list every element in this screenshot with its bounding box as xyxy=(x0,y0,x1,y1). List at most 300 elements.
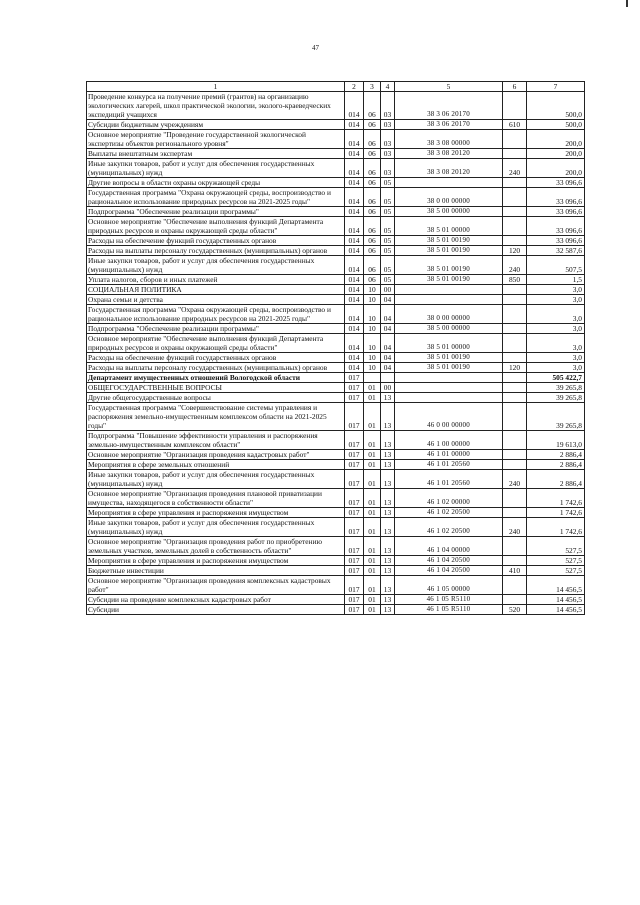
row-name-cell: Подпрограмма "Обеспечение реализации программы" xyxy=(87,324,345,334)
target-code-cell xyxy=(395,178,503,188)
amount-cell: 14 456,5 xyxy=(527,576,585,595)
section-code-cell: 06 xyxy=(364,236,381,246)
target-code-text: 38 5 01 00190 xyxy=(427,275,470,283)
row-name-cell: Выплаты внештатным экспертам xyxy=(87,149,345,159)
amount-cell: 1 742,6 xyxy=(527,518,585,537)
expense-type-cell xyxy=(503,508,527,518)
table-header-row xyxy=(87,82,585,92)
section-code-cell: 01 xyxy=(364,518,381,537)
amount-cell: 32 587,6 xyxy=(527,246,585,256)
section-code-cell: 10 xyxy=(364,324,381,334)
admin-code-cell: 014 xyxy=(345,236,364,246)
section-code-cell: 06 xyxy=(364,159,381,178)
target-code-cell xyxy=(395,460,503,470)
row-name-cell: Департамент имущественных отношений Вологодской области xyxy=(87,373,345,383)
admin-code-cell: 017 xyxy=(345,470,364,489)
target-code-cell xyxy=(395,489,503,508)
amount-cell: 2 886,4 xyxy=(527,460,585,470)
subsection-code-cell: 03 xyxy=(381,159,395,178)
amount-cell: 33 096,6 xyxy=(527,207,585,217)
row-name-cell: Основное мероприятие "Проведение государственной экологической экспертизы объектов регионального уровня" xyxy=(87,130,345,149)
row-name-cell: Государственная программа "Совершенствование системы управления и распоряжения земельно-имущественным комплексом области на 2021-2025 годы" xyxy=(87,403,345,431)
amount-cell: 3,0 xyxy=(527,363,585,373)
amount-cell: 1,5 xyxy=(527,275,585,285)
admin-code-cell: 017 xyxy=(345,450,364,460)
target-code-cell xyxy=(395,207,503,217)
table-row xyxy=(87,275,585,285)
table-row xyxy=(87,537,585,556)
target-code-text: 38 5 01 00190 xyxy=(427,265,470,273)
header-cell: 7 xyxy=(527,82,585,92)
expense-type-cell xyxy=(503,285,527,295)
target-code-text: 46 1 02 20500 xyxy=(427,508,470,516)
section-code-cell: 01 xyxy=(364,605,381,615)
table-row xyxy=(87,450,585,460)
expense-type-cell xyxy=(503,130,527,149)
target-code-text: 38 3 08 20120 xyxy=(427,168,470,176)
target-code-text: 38 0 00 00000 xyxy=(427,197,470,205)
header-cell: 3 xyxy=(364,82,381,92)
admin-code-cell: 017 xyxy=(345,383,364,393)
admin-code-cell: 017 xyxy=(345,556,364,566)
expense-type-cell: 240 xyxy=(503,159,527,178)
table-row xyxy=(87,353,585,363)
expense-type-cell: 850 xyxy=(503,275,527,285)
header-cell: 6 xyxy=(503,82,527,92)
admin-code-cell: 014 xyxy=(345,275,364,285)
subsection-code-cell: 05 xyxy=(381,275,395,285)
admin-code-cell: 017 xyxy=(345,403,364,431)
row-name-cell: СОЦИАЛЬНАЯ ПОЛИТИКА xyxy=(87,285,345,295)
target-code-cell xyxy=(395,334,503,353)
expense-type-cell xyxy=(503,403,527,431)
target-code-cell xyxy=(395,403,503,431)
table-row xyxy=(87,188,585,207)
table-row xyxy=(87,324,585,334)
target-code-text: 46 1 04 20500 xyxy=(427,556,470,564)
amount-cell: 3,0 xyxy=(527,295,585,305)
table-row xyxy=(87,403,585,431)
amount-cell: 2 886,4 xyxy=(527,450,585,460)
table-row xyxy=(87,518,585,537)
target-code-text: 46 1 02 00000 xyxy=(427,498,470,506)
section-code-cell: 01 xyxy=(364,489,381,508)
row-name-cell: Основное мероприятие "Организация проведения работ по приобретению земельных участков, земельных долей в собственность области" xyxy=(87,537,345,556)
table-row xyxy=(87,556,585,566)
table-row xyxy=(87,178,585,188)
target-code-cell xyxy=(395,393,503,403)
subsection-code-cell: 13 xyxy=(381,556,395,566)
subsection-code-cell: 13 xyxy=(381,508,395,518)
subsection-code-cell: 13 xyxy=(381,537,395,556)
admin-code-cell: 017 xyxy=(345,489,364,508)
row-name-cell: Основное мероприятие "Обеспечение выполнения функций Департамента природных ресурсов и охраны окружающей среды области" xyxy=(87,217,345,236)
expense-type-cell xyxy=(503,489,527,508)
section-code-cell: 01 xyxy=(364,431,381,450)
subsection-code-cell: 04 xyxy=(381,305,395,324)
target-code-text: 46 1 05 R5110 xyxy=(426,595,471,603)
target-code-cell xyxy=(395,159,503,178)
target-code-cell xyxy=(395,324,503,334)
admin-code-cell: 017 xyxy=(345,373,364,383)
table-row xyxy=(87,431,585,450)
row-name-cell: Иные закупки товаров, работ и услуг для обеспечения государственных (муниципальных) нужд xyxy=(87,256,345,275)
section-code-cell: 01 xyxy=(364,595,381,605)
amount-cell: 3,0 xyxy=(527,285,585,295)
subsection-code-cell: 05 xyxy=(381,246,395,256)
expense-type-cell: 240 xyxy=(503,518,527,537)
admin-code-cell: 014 xyxy=(345,217,364,236)
expense-type-cell xyxy=(503,373,527,383)
amount-cell: 200,0 xyxy=(527,149,585,159)
admin-code-cell: 014 xyxy=(345,324,364,334)
target-code-cell xyxy=(395,383,503,393)
row-name-cell: Расходы на выплаты персоналу государственных (муниципальных) органов xyxy=(87,246,345,256)
row-name-cell: Подпрограмма "Обеспечение реализации программы" xyxy=(87,207,345,217)
expense-type-cell xyxy=(503,393,527,403)
target-code-cell xyxy=(395,295,503,305)
subsection-code-cell: 13 xyxy=(381,518,395,537)
subsection-code-cell: 13 xyxy=(381,450,395,460)
section-code-cell: 06 xyxy=(364,217,381,236)
section-code-cell: 01 xyxy=(364,576,381,595)
table-row xyxy=(87,236,585,246)
amount-cell: 39 265,8 xyxy=(527,403,585,431)
amount-cell: 500,0 xyxy=(527,120,585,130)
target-code-text: 46 1 01 20560 xyxy=(427,460,470,468)
table-row xyxy=(87,393,585,403)
row-name-cell: Охрана семьи и детства xyxy=(87,295,345,305)
row-name-cell: Основное мероприятие "Организация проведения кадастровых работ" xyxy=(87,450,345,460)
section-code-cell: 06 xyxy=(364,120,381,130)
target-code-cell xyxy=(395,130,503,149)
row-name-cell: Субсидии xyxy=(87,605,345,615)
admin-code-cell: 014 xyxy=(345,256,364,275)
section-code-cell: 06 xyxy=(364,256,381,275)
section-code-cell: 06 xyxy=(364,178,381,188)
table-row xyxy=(87,130,585,149)
section-code-cell: 06 xyxy=(364,207,381,217)
amount-cell: 14 456,5 xyxy=(527,605,585,615)
section-code-cell: 10 xyxy=(364,353,381,363)
page-corner-mark xyxy=(626,0,628,7)
target-code-text: 38 5 01 00000 xyxy=(427,343,470,351)
target-code-cell xyxy=(395,92,503,120)
section-code-cell: 10 xyxy=(364,334,381,353)
row-name-cell: Иные закупки товаров, работ и услуг для обеспечения государственных (муниципальных) нужд xyxy=(87,159,345,178)
section-code-cell: 01 xyxy=(364,403,381,431)
expense-type-cell xyxy=(503,431,527,450)
target-code-text: 46 1 05 R5110 xyxy=(426,605,471,613)
subsection-code-cell: 13 xyxy=(381,431,395,450)
row-name-cell: Другие вопросы в области охраны окружающей среды xyxy=(87,178,345,188)
section-code-cell: 01 xyxy=(364,556,381,566)
expense-type-cell: 610 xyxy=(503,120,527,130)
subsection-code-cell: 13 xyxy=(381,595,395,605)
section-code-cell xyxy=(364,373,381,383)
admin-code-cell: 014 xyxy=(345,149,364,159)
expense-type-cell xyxy=(503,178,527,188)
table-row xyxy=(87,217,585,236)
expense-type-cell xyxy=(503,295,527,305)
row-name-cell: Государственная программа "Охрана окружающей среды, воспроизводство и рациональное использование природных ресурсов на 2021-2025 годы" xyxy=(87,188,345,207)
table-row xyxy=(87,149,585,159)
admin-code-cell: 014 xyxy=(345,363,364,373)
table-row xyxy=(87,246,585,256)
table-row xyxy=(87,460,585,470)
expense-type-cell: 120 xyxy=(503,363,527,373)
expense-type-cell: 410 xyxy=(503,566,527,576)
target-code-cell xyxy=(395,605,503,615)
section-code-cell: 01 xyxy=(364,460,381,470)
target-code-cell xyxy=(395,518,503,537)
expense-type-cell xyxy=(503,188,527,207)
section-code-cell: 06 xyxy=(364,275,381,285)
row-name-cell: Иные закупки товаров, работ и услуг для обеспечения государственных (муниципальных) нужд xyxy=(87,518,345,537)
admin-code-cell: 014 xyxy=(345,246,364,256)
amount-cell: 2 886,4 xyxy=(527,470,585,489)
subsection-code-cell: 13 xyxy=(381,605,395,615)
header-cell: 1 xyxy=(87,82,345,92)
table-row xyxy=(87,576,585,595)
subsection-code-cell xyxy=(381,373,395,383)
expense-type-cell xyxy=(503,383,527,393)
table-row xyxy=(87,295,585,305)
row-name-cell: Расходы на выплаты персоналу государственных (муниципальных) органов xyxy=(87,363,345,373)
row-name-cell: ОБЩЕГОСУДАРСТВЕННЫЕ ВОПРОСЫ xyxy=(87,383,345,393)
target-code-cell xyxy=(395,537,503,556)
subsection-code-cell: 03 xyxy=(381,120,395,130)
subsection-code-cell: 13 xyxy=(381,460,395,470)
amount-cell: 3,0 xyxy=(527,353,585,363)
target-code-cell xyxy=(395,595,503,605)
target-code-text: 38 5 01 00190 xyxy=(427,246,470,254)
admin-code-cell: 017 xyxy=(345,595,364,605)
subsection-code-cell: 00 xyxy=(381,285,395,295)
target-code-cell xyxy=(395,305,503,324)
subsection-code-cell: 03 xyxy=(381,149,395,159)
target-code-text: 46 1 00 00000 xyxy=(427,440,470,448)
row-name-cell: Субсидии бюджетным учреждениям xyxy=(87,120,345,130)
section-code-cell: 06 xyxy=(364,246,381,256)
admin-code-cell: 017 xyxy=(345,537,364,556)
admin-code-cell: 017 xyxy=(345,393,364,403)
target-code-cell xyxy=(395,353,503,363)
amount-cell: 200,0 xyxy=(527,130,585,149)
section-code-cell: 01 xyxy=(364,450,381,460)
subsection-code-cell: 05 xyxy=(381,207,395,217)
target-code-cell xyxy=(395,256,503,275)
target-code-text: 46 1 01 00000 xyxy=(427,450,470,458)
subsection-code-cell: 04 xyxy=(381,353,395,363)
admin-code-cell: 017 xyxy=(345,605,364,615)
subsection-code-cell: 04 xyxy=(381,324,395,334)
row-name-cell: Другие общегосударственные вопросы xyxy=(87,393,345,403)
row-name-cell: Иные закупки товаров, работ и услуг для обеспечения государственных (муниципальных) нужд xyxy=(87,470,345,489)
table-row xyxy=(87,470,585,489)
subsection-code-cell: 13 xyxy=(381,470,395,489)
admin-code-cell: 014 xyxy=(345,334,364,353)
admin-code-cell: 014 xyxy=(345,305,364,324)
admin-code-cell: 017 xyxy=(345,508,364,518)
subsection-code-cell: 05 xyxy=(381,188,395,207)
row-name-cell: Основное мероприятие "Организация проведения плановой приватизации имущества, находящегося в собственности области" xyxy=(87,489,345,508)
admin-code-cell: 014 xyxy=(345,188,364,207)
subsection-code-cell: 03 xyxy=(381,130,395,149)
admin-code-cell: 017 xyxy=(345,460,364,470)
section-code-cell: 10 xyxy=(364,295,381,305)
expense-type-cell xyxy=(503,576,527,595)
table-row xyxy=(87,334,585,353)
target-code-cell xyxy=(395,188,503,207)
admin-code-cell: 014 xyxy=(345,285,364,295)
table-row xyxy=(87,120,585,130)
subsection-code-cell: 05 xyxy=(381,256,395,275)
header-cell: 5 xyxy=(395,82,503,92)
amount-cell: 19 613,0 xyxy=(527,431,585,450)
expense-type-cell xyxy=(503,92,527,120)
section-code-cell: 01 xyxy=(364,393,381,403)
subsection-code-cell: 13 xyxy=(381,576,395,595)
expense-type-cell: 120 xyxy=(503,246,527,256)
target-code-text: 46 1 04 20500 xyxy=(427,566,470,574)
table-row xyxy=(87,285,585,295)
target-code-text: 38 5 01 00000 xyxy=(427,226,470,234)
row-name-cell: Проведение конкурса на получение премий (грантов) на организацию экологических лагерей, школ практической экологии, эколого-краеведческих экспедиций учащихся xyxy=(87,92,345,120)
expense-type-cell xyxy=(503,450,527,460)
target-code-text: 38 3 08 20120 xyxy=(427,149,470,157)
section-code-cell: 01 xyxy=(364,537,381,556)
row-name-cell: Мероприятия в сфере земельных отношений xyxy=(87,460,345,470)
section-code-cell: 10 xyxy=(364,305,381,324)
amount-cell: 3,0 xyxy=(527,305,585,324)
amount-cell: 505 422,7 xyxy=(527,373,585,383)
admin-code-cell: 014 xyxy=(345,207,364,217)
amount-cell: 33 096,6 xyxy=(527,178,585,188)
section-code-cell: 06 xyxy=(364,149,381,159)
amount-cell: 33 096,6 xyxy=(527,236,585,246)
section-code-cell: 06 xyxy=(364,188,381,207)
admin-code-cell: 014 xyxy=(345,178,364,188)
target-code-text: 38 3 08 00000 xyxy=(427,139,470,147)
table-row xyxy=(87,159,585,178)
target-code-cell xyxy=(395,149,503,159)
section-code-cell: 01 xyxy=(364,566,381,576)
amount-cell: 3,0 xyxy=(527,334,585,353)
admin-code-cell: 014 xyxy=(345,353,364,363)
target-code-cell xyxy=(395,556,503,566)
row-name-cell: Основное мероприятие "Обеспечение выполнения функций Департамента природных ресурсов и охраны окружающей среды области" xyxy=(87,334,345,353)
page-number: 47 xyxy=(312,44,319,52)
subsection-code-cell: 04 xyxy=(381,295,395,305)
amount-cell: 14 456,5 xyxy=(527,595,585,605)
expense-type-cell xyxy=(503,149,527,159)
target-code-text: 46 1 01 20560 xyxy=(427,479,470,487)
admin-code-cell: 014 xyxy=(345,130,364,149)
amount-cell: 527,5 xyxy=(527,537,585,556)
amount-cell: 3,0 xyxy=(527,324,585,334)
admin-code-cell: 017 xyxy=(345,566,364,576)
expense-type-cell xyxy=(503,324,527,334)
amount-cell: 200,0 xyxy=(527,159,585,178)
subsection-code-cell: 13 xyxy=(381,566,395,576)
target-code-cell xyxy=(395,508,503,518)
row-name-cell: Расходы на обеспечение функций государственных органов xyxy=(87,353,345,363)
target-code-text: 38 5 01 00190 xyxy=(427,353,470,361)
subsection-code-cell: 13 xyxy=(381,393,395,403)
amount-cell: 33 096,6 xyxy=(527,188,585,207)
admin-code-cell: 017 xyxy=(345,518,364,537)
header-cell: 2 xyxy=(345,82,364,92)
expense-type-cell xyxy=(503,460,527,470)
amount-cell: 39 265,8 xyxy=(527,383,585,393)
target-code-text: 46 1 02 20500 xyxy=(427,527,470,535)
expense-type-cell xyxy=(503,537,527,556)
target-code-cell xyxy=(395,373,503,383)
budget-table xyxy=(86,81,585,615)
target-code-text: 46 0 00 00000 xyxy=(427,421,470,429)
subsection-code-cell: 13 xyxy=(381,489,395,508)
expense-type-cell xyxy=(503,305,527,324)
target-code-text: 38 5 00 00000 xyxy=(427,207,470,215)
expense-type-cell: 240 xyxy=(503,470,527,489)
admin-code-cell: 017 xyxy=(345,576,364,595)
target-code-text: 38 5 01 00190 xyxy=(427,236,470,244)
target-code-text: 38 0 00 00000 xyxy=(427,314,470,322)
row-name-cell: Расходы на обеспечение функций государственных органов xyxy=(87,236,345,246)
admin-code-cell: 014 xyxy=(345,92,364,120)
target-code-cell xyxy=(395,576,503,595)
target-code-cell xyxy=(395,120,503,130)
table-row xyxy=(87,383,585,393)
subsection-code-cell: 05 xyxy=(381,236,395,246)
subsection-code-cell: 04 xyxy=(381,334,395,353)
target-code-cell xyxy=(395,275,503,285)
target-code-cell xyxy=(395,246,503,256)
table-row xyxy=(87,595,585,605)
table-row xyxy=(87,363,585,373)
section-code-cell: 10 xyxy=(364,285,381,295)
table-row xyxy=(87,566,585,576)
row-name-cell: Субсидии на проведение комплексных кадастровых работ xyxy=(87,595,345,605)
amount-cell: 33 096,6 xyxy=(527,217,585,236)
row-name-cell: Уплата налогов, сборов и иных платежей xyxy=(87,275,345,285)
target-code-text: 46 1 04 00000 xyxy=(427,546,470,554)
row-name-cell: Государственная программа "Охрана окружающей среды, воспроизводство и рациональное использование природных ресурсов на 2021-2025 годы" xyxy=(87,305,345,324)
expense-type-cell xyxy=(503,334,527,353)
amount-cell: 1 742,6 xyxy=(527,508,585,518)
target-code-cell xyxy=(395,450,503,460)
target-code-cell xyxy=(395,217,503,236)
expense-type-cell xyxy=(503,353,527,363)
target-code-cell xyxy=(395,236,503,246)
target-code-cell xyxy=(395,470,503,489)
target-code-cell xyxy=(395,431,503,450)
amount-cell: 39 265,8 xyxy=(527,393,585,403)
row-name-cell: Мероприятия в сфере управления и распоряжения имуществом xyxy=(87,508,345,518)
expense-type-cell xyxy=(503,595,527,605)
expense-type-cell xyxy=(503,207,527,217)
table-row xyxy=(87,92,585,120)
row-name-cell: Подпрограмма "Повышение эффективности управления и распоряжения земельно-имущественным комплексом области" xyxy=(87,431,345,450)
expense-type-cell: 520 xyxy=(503,605,527,615)
row-name-cell: Бюджетные инвестиции xyxy=(87,566,345,576)
expense-type-cell xyxy=(503,556,527,566)
table-row xyxy=(87,508,585,518)
table-row xyxy=(87,605,585,615)
header-cell: 4 xyxy=(381,82,395,92)
table-row xyxy=(87,305,585,324)
